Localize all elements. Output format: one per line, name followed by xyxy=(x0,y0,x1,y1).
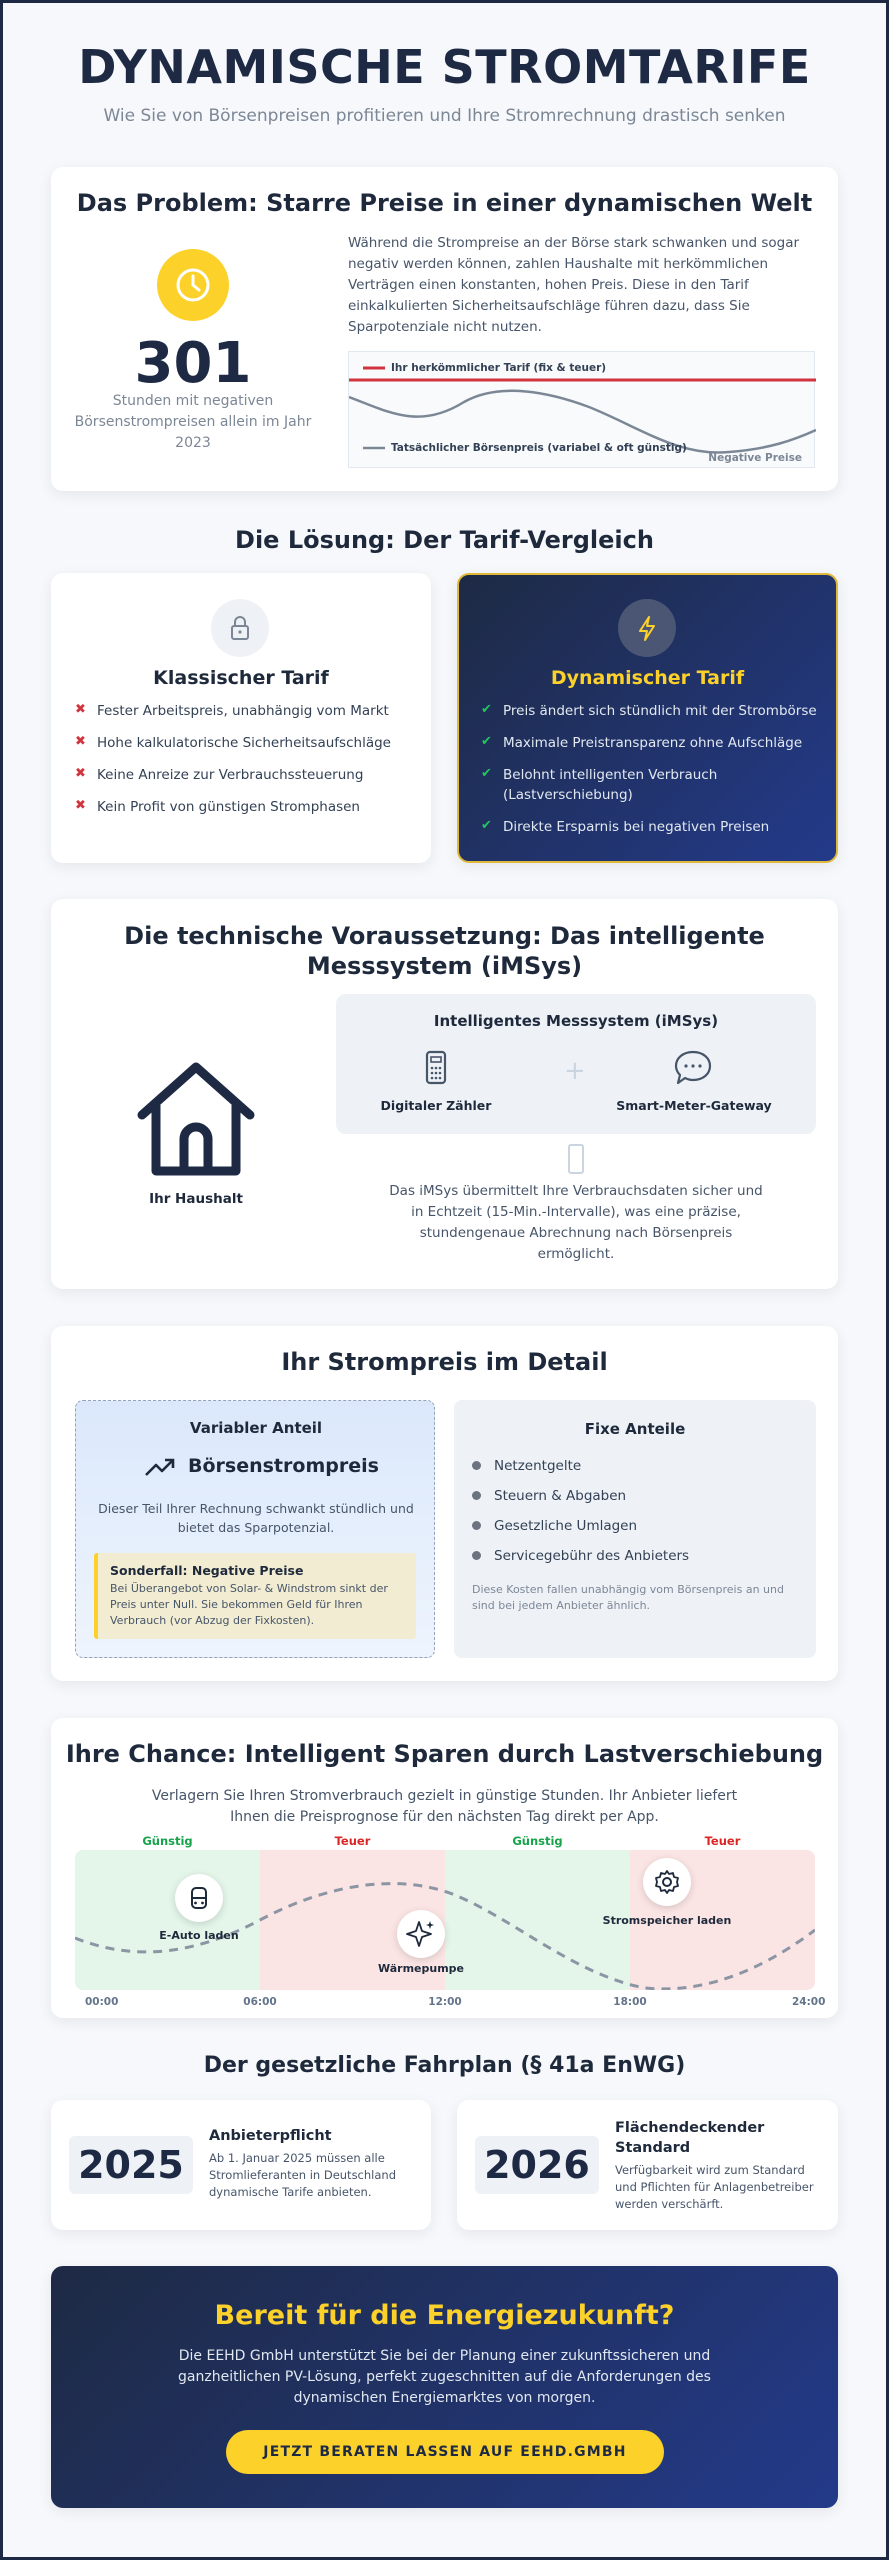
chat-bubble-icon xyxy=(672,1048,714,1088)
zone-label-expensive: Teuer xyxy=(334,1834,371,1848)
device-label-storage: Stromspeicher laden xyxy=(602,1914,732,1927)
car-icon xyxy=(175,1874,223,1922)
gear-icon xyxy=(643,1858,691,1906)
check-icon: ✔ xyxy=(481,734,492,749)
time-tick: 12:00 xyxy=(428,1996,462,2008)
dynamic-item: ✔ Direkte Ersparnis bei negativen Preisen xyxy=(481,818,770,835)
dynamic-item: ✔ Maximale Preistransparenz ohne Aufschläge xyxy=(481,734,803,751)
classic-tariff-card xyxy=(51,573,431,863)
dynamic-item: ✔ Belohnt intelligenten Verbrauch (Lastverschiebung) xyxy=(481,766,718,803)
classic-item: ✖ Hohe kalkulatorische Sicherheitsaufschläge xyxy=(75,734,391,751)
fixed-share-box xyxy=(454,1400,816,1658)
clock-icon xyxy=(157,249,229,321)
solution-title: Die Lösung: Der Tarif-Vergleich xyxy=(235,526,654,554)
variable-share-text: Dieser Teil Ihrer Rechnung schwankt stündlich und bietet das Sparpotenzial. xyxy=(98,1501,414,1535)
cta-text: Die EEHD GmbH unterstützt Sie bei der Planung einer zukunftssicheren und ganzheitlichen PV-Lösung, perfekt zugeschnitten auf die Anforderungen des dynamischen Energiemarktes von morgen. xyxy=(178,2348,711,2406)
zone-label-expensive: Teuer xyxy=(704,1834,741,1848)
check-icon: ✔ xyxy=(481,818,492,833)
classic-item: ✖ Fester Arbeitspreis, unabhängig vom Markt xyxy=(75,702,389,719)
legend-variable-label: Tatsächlicher Börsenpreis (variabel & oft günstig) xyxy=(391,442,687,454)
legend-fixed-label: Ihr herkömmlicher Tarif (fix & teuer) xyxy=(391,362,607,374)
roadmap-item-2025 xyxy=(51,2100,431,2230)
roadmap-item-2026 xyxy=(457,2100,838,2230)
stat-caption: Stunden mit negativen Börsenstrompreisen allein im Jahr 2023 xyxy=(74,393,312,451)
lightning-icon xyxy=(618,599,676,657)
house-label: Ihr Haushalt xyxy=(149,1191,243,1207)
roadmap-title: Der gesetzliche Fahrplan (§ 41a EnWG) xyxy=(203,2053,686,2078)
fixed-item: Gesetzliche Umlagen xyxy=(472,1516,802,1538)
lock-icon xyxy=(211,599,269,657)
tech-title: Die technische Voraussetzung: Das intelligente Messsystem (iMSys) xyxy=(124,922,765,980)
cross-icon: ✖ xyxy=(75,798,86,813)
price-detail-card xyxy=(51,1326,838,1681)
negative-price-text: Bei Überangebot von Solar- & Windstrom sinkt der Preis unter Null. Sie bekommen Geld für Ihren Verbrauch (vor Abzug der Fixkosten). xyxy=(110,1582,388,1627)
roadmap-item-title: Anbieterpflicht xyxy=(209,2128,332,2144)
zone-label-cheap: Günstig xyxy=(142,1834,193,1848)
time-tick: 24:00 xyxy=(792,1996,826,2008)
time-tick: 06:00 xyxy=(243,1996,277,2008)
tech-description: Das iMSys übermittelt Ihre Verbrauchsdaten sicher und in Echtzeit (15-Min.-Intervalle), was eine präzise, stundengenaue Abrechnung nach Börsenpreis ermöglicht. xyxy=(389,1183,763,1262)
cross-icon: ✖ xyxy=(75,766,86,781)
device-label-ev: E-Auto laden xyxy=(159,1929,239,1942)
classic-item: ✖ Keine Anreize zur Verbrauchssteuerung xyxy=(75,766,364,783)
roadmap-year: 2025 xyxy=(69,2136,193,2194)
load-shifting-text: Verlagern Sie Ihren Stromverbrauch gezielt in günstige Stunden. Ihr Anbieter liefert Ihnen die Preisprognose für den nächsten Tag direkt per App. xyxy=(151,1788,738,1825)
time-tick: 00:00 xyxy=(85,1996,119,2008)
negative-price-title: Sonderfall: Negative Preise xyxy=(110,1563,304,1578)
zone-label-cheap: Günstig xyxy=(512,1834,563,1848)
imsys-box-title: Intelligentes Messsystem (iMSys) xyxy=(433,1012,719,1030)
classic-tariff-title: Klassischer Tarif xyxy=(153,667,329,689)
check-icon: ✔ xyxy=(481,702,492,717)
cta-title: Bereit für die Energiezukunft? xyxy=(214,2300,675,2331)
house-icon xyxy=(134,1059,258,1181)
price-comparison-chart xyxy=(348,351,815,468)
trend-up-icon xyxy=(144,1455,176,1479)
cross-icon: ✖ xyxy=(75,734,86,749)
meter-label: Digitaler Zähler xyxy=(380,1098,492,1113)
fixed-share-note: Diese Kosten fallen unabhängig vom Börsenpreis an und sind bei jedem Anbieter ähnlich. xyxy=(472,1583,784,1612)
calculator-icon xyxy=(416,1048,456,1088)
page-title: DYNAMISCHE STROMTARIFE xyxy=(78,40,811,94)
roadmap-item-text: Verfügbarkeit wird zum Standard und Pflichten für Anlagenbetreiber werden verschärft. xyxy=(615,2163,814,2211)
connector-icon xyxy=(568,1144,584,1174)
fixed-share-title: Fixe Anteile xyxy=(584,1420,686,1438)
variable-share-headline: Börsenstrompreis xyxy=(188,1455,379,1477)
dynamic-tariff-card xyxy=(457,573,838,863)
problem-card xyxy=(51,167,838,491)
load-shifting-card xyxy=(51,1718,838,2018)
check-icon: ✔ xyxy=(481,766,492,781)
page-subtitle: Wie Sie von Börsenpreisen profitieren und Ihre Stromrechnung drastisch senken xyxy=(103,106,786,126)
dynamic-item: ✔ Preis ändert sich stündlich mit der Strombörse xyxy=(481,702,817,719)
variable-share-box xyxy=(75,1400,435,1658)
fixed-item: Netzentgelte xyxy=(472,1456,802,1478)
tech-card xyxy=(51,899,838,1289)
problem-title: Das Problem: Starre Preise in einer dynamischen Welt xyxy=(76,189,813,217)
cta-card xyxy=(51,2266,838,2508)
plus-icon: + xyxy=(564,1056,586,1086)
roadmap-item-title: Flächendeckender Standard xyxy=(615,2120,765,2156)
cta-button[interactable]: JETZT BERATEN LASSEN AUF EEHD.GMBH xyxy=(226,2430,664,2474)
time-tick: 18:00 xyxy=(613,1996,647,2008)
imsys-box xyxy=(336,994,816,1134)
negative-prices-label: Negative Preise xyxy=(708,452,802,464)
fixed-item: Steuern & Abgaben xyxy=(472,1486,802,1508)
dynamic-tariff-title: Dynamischer Tarif xyxy=(550,667,745,689)
classic-item: ✖ Kein Profit von günstigen Stromphasen xyxy=(75,798,360,815)
stat-number: 301 xyxy=(134,331,252,396)
problem-text: Während die Strompreise an der Börse stark schwanken und sogar negativ werden können, zahlen Haushalte mit herkömmlichen Verträgen einen konstanten, hohen Preis. Diese in den Tarif einkalkulierten Sicherheitsaufschläge führen dazu, dass Sie Sparpotenziale nicht nutzen. xyxy=(348,235,800,335)
fixed-item: Servicegebühr des Anbieters xyxy=(472,1546,802,1568)
price-detail-title: Ihr Strompreis im Detail xyxy=(281,1348,608,1376)
negative-price-callout xyxy=(94,1553,416,1639)
variable-share-title: Variabler Anteil xyxy=(189,1419,323,1437)
roadmap-item-text: Ab 1. Januar 2025 müssen alle Stromlieferanten in Deutschland dynamische Tarife anbieten. xyxy=(209,2151,397,2199)
cross-icon: ✖ xyxy=(75,702,86,717)
gateway-label: Smart-Meter-Gateway xyxy=(616,1098,772,1113)
roadmap-year: 2026 xyxy=(475,2136,599,2194)
sparkles-icon xyxy=(397,1910,445,1958)
device-label-heatpump: Wärmepumpe xyxy=(377,1962,464,1975)
load-shifting-title: Ihre Chance: Intelligent Sparen durch Lastverschiebung xyxy=(65,1740,824,1768)
